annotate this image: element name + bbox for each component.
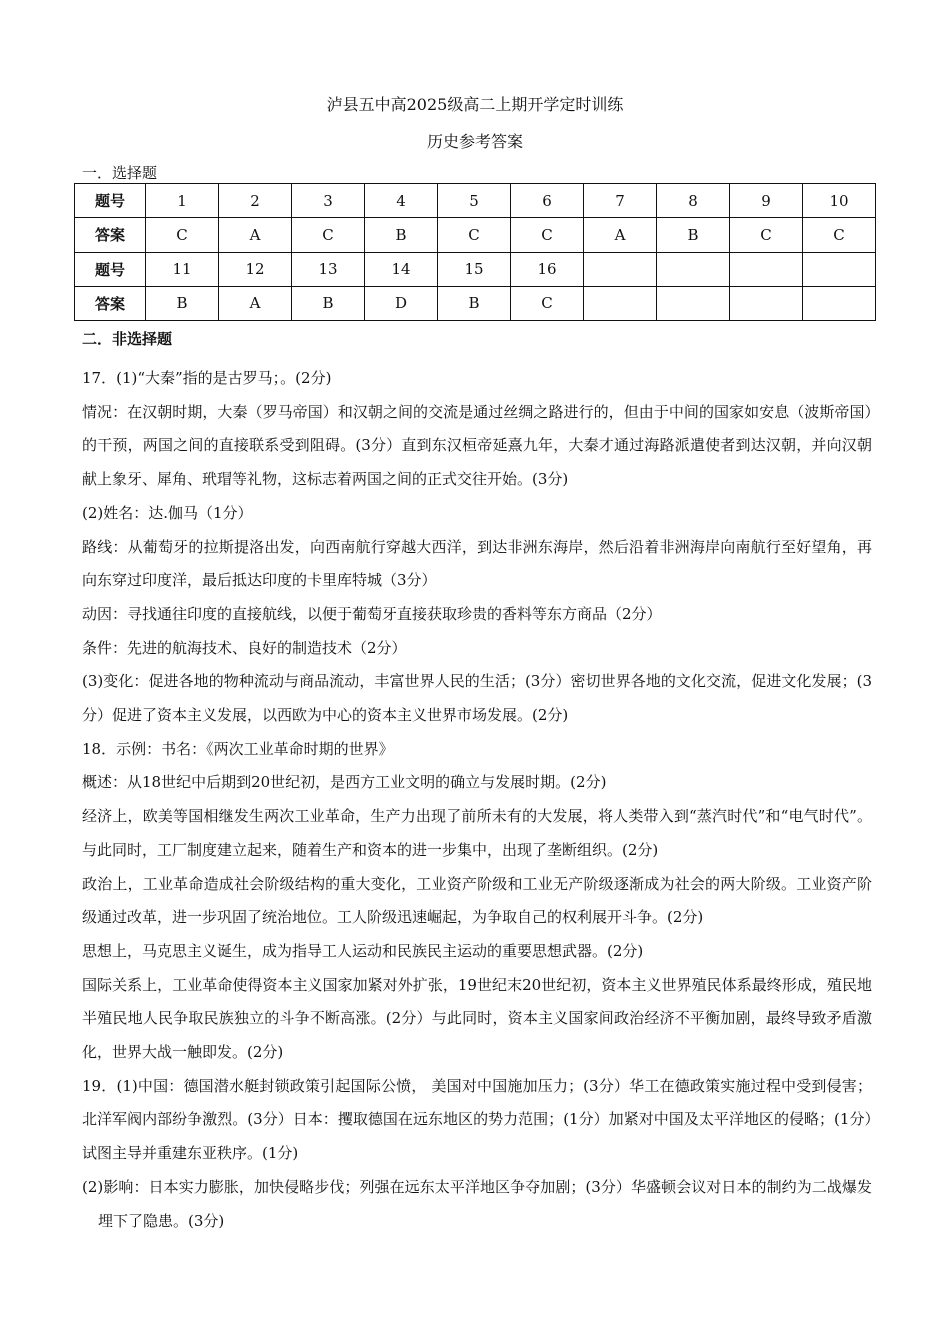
document-subtitle: 历史参考答案 [426,132,523,151]
table-cell: C [730,218,803,252]
answer-paragraph: (2)影响：日本实力膨胀，加快侵略步伐；列强在远东太平洋地区争夺加剧；(3分）华盛顿会议对日本的制约为二战爆发埋下了隐患。(3分) [82,1177,872,1230]
table-cell: C [146,218,219,252]
answer-paragraph: 经济上，欧美等国相继发生两次工业革命，生产力出现了前所未有的大发展，将人类带入到“蒸汽时代”和“电气时代”。与此同时，工厂制度建立起来，随着生产和资本的进一步集中，出现了垄断组织。(2分) [82,807,872,859]
table-row [75,252,876,286]
table-cell [657,252,730,286]
table-cell: 10 [803,184,876,218]
table-cell: B [365,218,438,252]
table-cell: C [803,218,876,252]
table-cell: 5 [438,184,511,218]
table-cell: 12 [219,252,292,286]
section-heading-nonchoice: 二．非选择题 [82,330,173,348]
table-cell: 7 [584,184,657,218]
table-cell: B [438,286,511,320]
row-label: 题号 [75,184,146,218]
answer-paragraph: 路线：从葡萄牙的拉斯提洛出发，向西南航行穿越大西洋，到达非洲东海岸，然后沿着非洲海岸向南航行至好望角，再向东穿过印度洋，最后抵达印度的卡里库特城（3分） [82,537,872,590]
table-cell [803,286,876,320]
table-cell: 14 [365,252,438,286]
answer-paragraph: 17．(1)“大秦”指的是古罗马；。(2分) [82,369,332,387]
section-heading-choice: 一．选择题 [82,164,158,182]
table-cell: 4 [365,184,438,218]
table-cell: C [511,286,584,320]
table-cell: A [584,218,657,252]
table-cell: C [292,218,365,252]
table-cell: C [438,218,511,252]
table-cell: 8 [657,184,730,218]
table-cell: B [657,218,730,252]
answer-paragraph: 情况：在汉朝时期，大秦（罗马帝国）和汉朝之间的交流是通过丝绸之路进行的，但由于中间的国家如安息（波斯帝国）的干预，两国之间的直接联系受到阻碍。(3分）直到东汉桓帝延熹九年，大秦才通过海路派遣使者到达汉朝，并向汉朝献上象牙、犀角、玳瑁等礼物，这标志着两国之间的正式交往开始。(3分) [82,402,872,489]
table-cell [803,252,876,286]
answer-paragraph: (3)变化：促进各地的物种流动与商品流动，丰富世界人民的生活；(3分）密切世界各地的文化交流，促进文化发展；(3分）促进了资本主义发展，以西欧为中心的资本主义世界市场发展。(2分) [82,672,872,725]
table-cell: 1 [146,184,219,218]
document-title: 泸县五中高2025级高二上期开学定时训练 [326,95,624,114]
table-cell [657,286,730,320]
table-cell: 16 [511,252,584,286]
table-row [75,184,876,218]
table-row [75,286,876,320]
row-label: 答案 [75,286,146,320]
answer-paragraph: 动因：寻找通往印度的直接航线，以便于葡萄牙直接获取珍贵的香料等东方商品（2分） [82,604,662,623]
answer-paragraph: 政治上，工业革命造成社会阶级结构的重大变化，工业资产阶级和工业无产阶级逐渐成为社会的两大阶级。工业资产阶级通过改革，进一步巩固了统治地位。工人阶级迅速崛起，为争取自己的权利展开斗争。(2分) [82,874,872,927]
table-cell: D [365,286,438,320]
table-cell [584,286,657,320]
table-cell: 9 [730,184,803,218]
row-label: 答案 [75,218,146,252]
table-cell: 15 [438,252,511,286]
table-cell: 11 [146,252,219,286]
answer-paragraph: 19．(1)中国：德国潜水艇封锁政策引起国际公愤， 美国对中国施加压力；(3分）华工在德政策实施过程中受到侵害； 北洋军阀内部纷争激烈。(3分）日本：攫取德国在远东地区的势力范围；(1分）加紧对中国及太平洋地区的侵略；(1分）试图主导并重建东亚秩序。(1分) [82,1076,872,1163]
table-cell [730,252,803,286]
answer-paragraph: 概述：从18世纪中后期到20世纪初，是西方工业文明的确立与发展时期。(2分) [82,773,607,792]
table-cell: 2 [219,184,292,218]
answer-table [74,183,876,321]
answer-body [82,362,872,1238]
answer-paragraph: 国际关系上，工业革命使得资本主义国家加紧对外扩张，19世纪末20世纪初，资本主义世界殖民体系最终形成，殖民地半殖民地人民争取民族独立的斗争不断高涨。(2分）与此同时，资本主义国家间政治经济不平衡加剧，最终导致矛盾激化，世界大战一触即发。(2分) [82,975,872,1062]
answer-paragraph: (2)姓名：达.伽马（1分） [82,503,253,522]
table-cell: A [219,218,292,252]
answer-paragraph: 条件：先进的航海技术、良好的制造技术（2分） [82,638,407,657]
table-cell: 6 [511,184,584,218]
table-cell: B [292,286,365,320]
table-cell: A [219,286,292,320]
table-cell: C [511,218,584,252]
table-row [75,218,876,252]
table-cell: 13 [292,252,365,286]
table-cell [584,252,657,286]
table-cell: B [146,286,219,320]
row-label: 题号 [75,252,146,286]
table-cell [730,286,803,320]
answer-paragraph: 18．示例：书名：《两次工业革命时期的世界》 [82,739,394,758]
answer-paragraph: 思想上，马克思主义诞生，成为指导工人运动和民族民主运动的重要思想武器。(2分) [82,941,644,960]
table-cell: 3 [292,184,365,218]
